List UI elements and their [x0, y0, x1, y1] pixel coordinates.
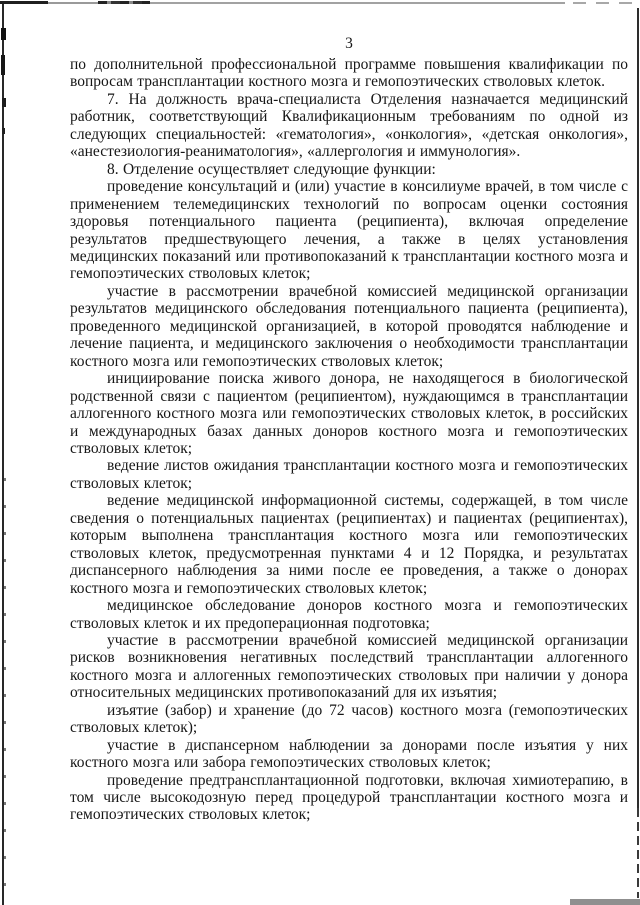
page-number: 3 — [345, 35, 353, 52]
paragraph: участие в рассмотрении врачебной комиссией медицинской организации рисков возникновения негативных последствий трансплантации аллогенного костного мозга и аллогенных гемопоэтических стволовых при наличии у донора относительных медицинских противопоказаний для их изъятия; — [70, 631, 628, 702]
paragraph: участие в рассмотрении врачебной комиссией медицинской организации результатов медицинского обследования потенциального пациента (реципиента), проведенного медицинской организацией, в которой проводятся наблюдение и лечение пациента, и медицинского заключения о необходимости трансплантации костного мозга или гемопоэтических стволовых клеток; — [70, 282, 628, 370]
left-border-ink-blob — [1, 55, 5, 75]
right-border-line — [637, 8, 639, 808]
paragraph: проведение консультаций и (или) участие в консилиуме врачей, в том числе с применением телемедицинских технологий по вопросам оценки состояния здоровья потенциального пациента (реципиента), включая определение результатов предшествующего лечения, а также в целях установления медицинских показаний или противопоказаний к трансплантации костного мозга и гемопоэтических стволовых клеток; — [70, 178, 628, 283]
paragraph: 8. Отделение осуществляет следующие функции: — [107, 160, 436, 178]
top-border-segment — [150, 2, 565, 4]
top-border-segment — [0, 1, 48, 4]
paragraph: ведение медицинской информационной системы, содержащей, в том числе сведения о потенциальных пациентах (реципиентах) и пациентах (реципиентах), которым выполнена трансплантация костного мозга или гемопоэтических стволовых клеток, предусмотренная пунктами 4 и 12 Порядка, и результатах диспансерного наблюдения за ними после ее проведения, а также о донорах костного мозга и гемопоэтических стволовых клеток; — [70, 492, 628, 597]
paragraph: медицинское обследование доноров костного мозга и гемопоэтических стволовых клеток и их предоперационная подготовка; — [70, 597, 628, 632]
paragraph: изъятие (забор) и хранение (до 72 часов) костного мозга (гемопоэтических стволовых клеток); — [70, 701, 628, 737]
paragraph: инициирование поиска живого донора, не находящегося в биологической родственной связи с пациентом (реципиентом), нуждающимся в трансплантации аллогенного костного мозга или гемопоэтических стволовых клеток, в российских и международных базах данных доноров костного мозга и гемопоэтических стволовых клеток; — [70, 370, 628, 457]
left-border-ink-blob — [2, 128, 5, 134]
paragraph: участие в диспансерном наблюдении за донорами после изъятия у них костного мозга или забора гемопоэтических стволовых клеток; — [70, 736, 628, 772]
top-border-segment — [48, 2, 98, 4]
right-border-dashes — [637, 808, 639, 898]
paragraph: ведение листов ожидания трансплантации костного мозга и гемопоэтических стволовых клеток; — [70, 457, 628, 492]
paragraph: по дополнительной профессиональной программе повышения квалификации по вопросам трансплантации костного мозга и гемопоэтических стволовых клеток. — [70, 56, 628, 91]
left-border-ink-blob — [1, 28, 6, 40]
top-border-segment — [98, 1, 150, 4]
paragraph: 7. На должность врача-специалиста Отделения назначается медицинский работник, соответствующий Квалификационным требованиям по одной из следующих специальностей: «гематология», «онкология», «детская онкология», «анестезиология-реаниматология», «аллергология и иммунология». — [70, 90, 628, 161]
document-text — [70, 56, 628, 824]
paragraph: проведение предтрансплантационной подготовки, включая химиотерапию, в том числе высокодозную перед процедурой трансплантации костного мозга и гемопоэтических стволовых клеток; — [70, 771, 628, 824]
left-border-ink-blob — [2, 98, 6, 107]
left-border-tick-marks — [4, 478, 6, 892]
scanner-edge-bar — [570, 899, 640, 905]
top-border-dashes — [573, 2, 635, 4]
